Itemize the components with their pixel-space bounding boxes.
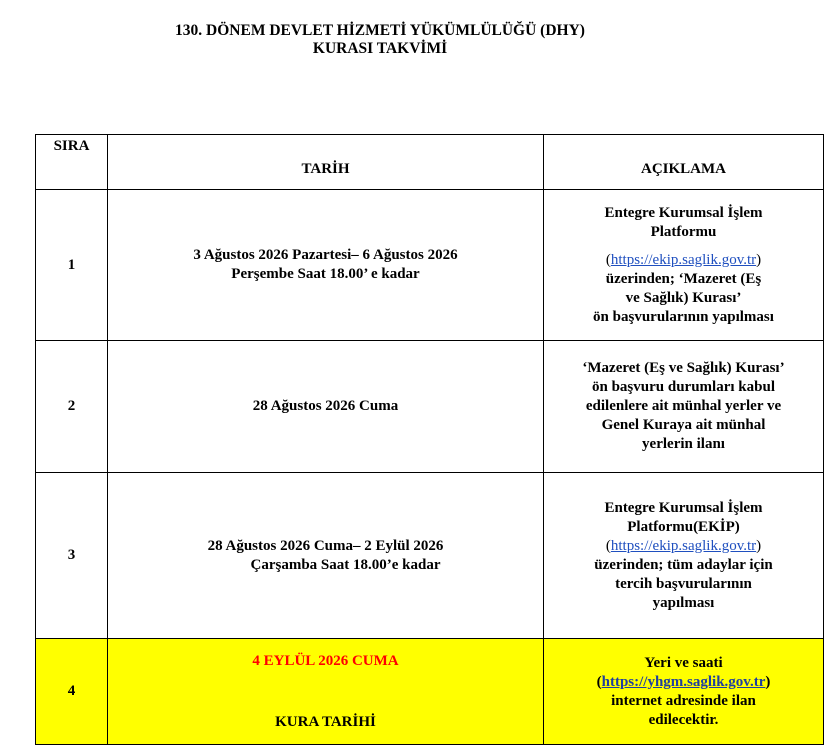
description-line: Yeri ve saati [644,654,723,671]
description-line: yapılması [652,594,715,611]
title-line-2: KURASI TAKVİMİ [312,40,448,57]
date-cell [108,341,544,473]
row-number: 1 [36,190,108,341]
paren-close: ) [756,251,762,268]
date-line: 3 Ağustos 2026 Pazartesi– 6 Ağustos 2026 [193,247,458,263]
description-line: Genel Kuraya ait münhal [601,417,766,433]
schedule-table [35,134,824,745]
kura-date-block [108,652,543,732]
description-line: Entegre Kurumsal İşlem [604,499,763,516]
description-line: edilenlere ait münhal yerler ve [585,398,782,414]
description-line: tercih başvurularının [615,575,752,592]
description-cell [544,473,824,639]
header-sira: SIRA [36,135,108,190]
description-cell [544,639,824,745]
row-number: 2 [36,341,108,473]
description-line: ‘Mazeret (Eş ve Sağlık) Kurası’ [582,360,785,376]
row-number: 3 [36,473,108,639]
ekip-link[interactable]: https://ekip.saglik.gov.tr [610,537,757,554]
date-line: Çarşamba Saat 18.00’e kadar [250,556,441,573]
description-line: ve Sağlık) Kurası’ [625,289,742,306]
paren-open: ( [605,251,611,268]
description-line: ön başvuru durumları kabul [592,379,775,395]
yhgm-link[interactable]: https://yhgm.saglik.gov.tr [601,673,766,690]
description-line: Platformu [650,223,717,240]
description-cell [544,341,824,473]
paren-open: ( [605,537,611,554]
date-cell [108,190,544,341]
table-row [36,341,824,473]
header-tarih: TARİH [108,135,544,190]
paren-close: ) [765,673,771,690]
date-cell [108,639,544,745]
description-line: edilecektir. [648,711,719,728]
description-cell [544,190,824,341]
description-line: yerlerin ilanı [642,436,725,452]
description-line: ön başvurularının yapılması [593,308,774,325]
description-line: üzerinden; ‘Mazeret (Eş [605,270,762,287]
description-link-line [544,673,823,692]
description-line: Entegre Kurumsal İşlem [604,204,763,221]
page-title [0,22,760,58]
table-row [36,639,824,745]
paren-close: ) [756,537,762,554]
description-line: üzerinden; tüm adaylar için [594,556,773,573]
ekip-link[interactable]: https://ekip.saglik.gov.tr [610,251,757,268]
date-line: 28 Ağustos 2026 Cuma– 2 Eylül 2026 [207,537,444,554]
date-cell [108,473,544,639]
description-line: Platformu(EKİP) [627,518,740,535]
table-header-row [36,135,824,190]
header-aciklama: AÇIKLAMA [544,135,824,190]
description-line: internet adresinde ilan [611,692,756,709]
kura-date-label: KURA TARİHİ [275,713,376,730]
row-number: 4 [36,639,108,745]
description-link-line [544,537,823,556]
description-link-line [544,251,823,270]
table-row [36,473,824,639]
title-line-1: 130. DÖNEM DEVLET HİZMETİ YÜKÜMLÜLÜĞÜ (DHY) [175,22,585,39]
date-line: Perşembe Saat 18.00’ e kadar [231,266,420,282]
paren-open: ( [596,673,602,690]
date-line: 28 Ağustos 2026 Cuma [252,398,399,414]
table-row [36,190,824,341]
kura-date: 4 EYLÜL 2026 CUMA [252,652,399,669]
